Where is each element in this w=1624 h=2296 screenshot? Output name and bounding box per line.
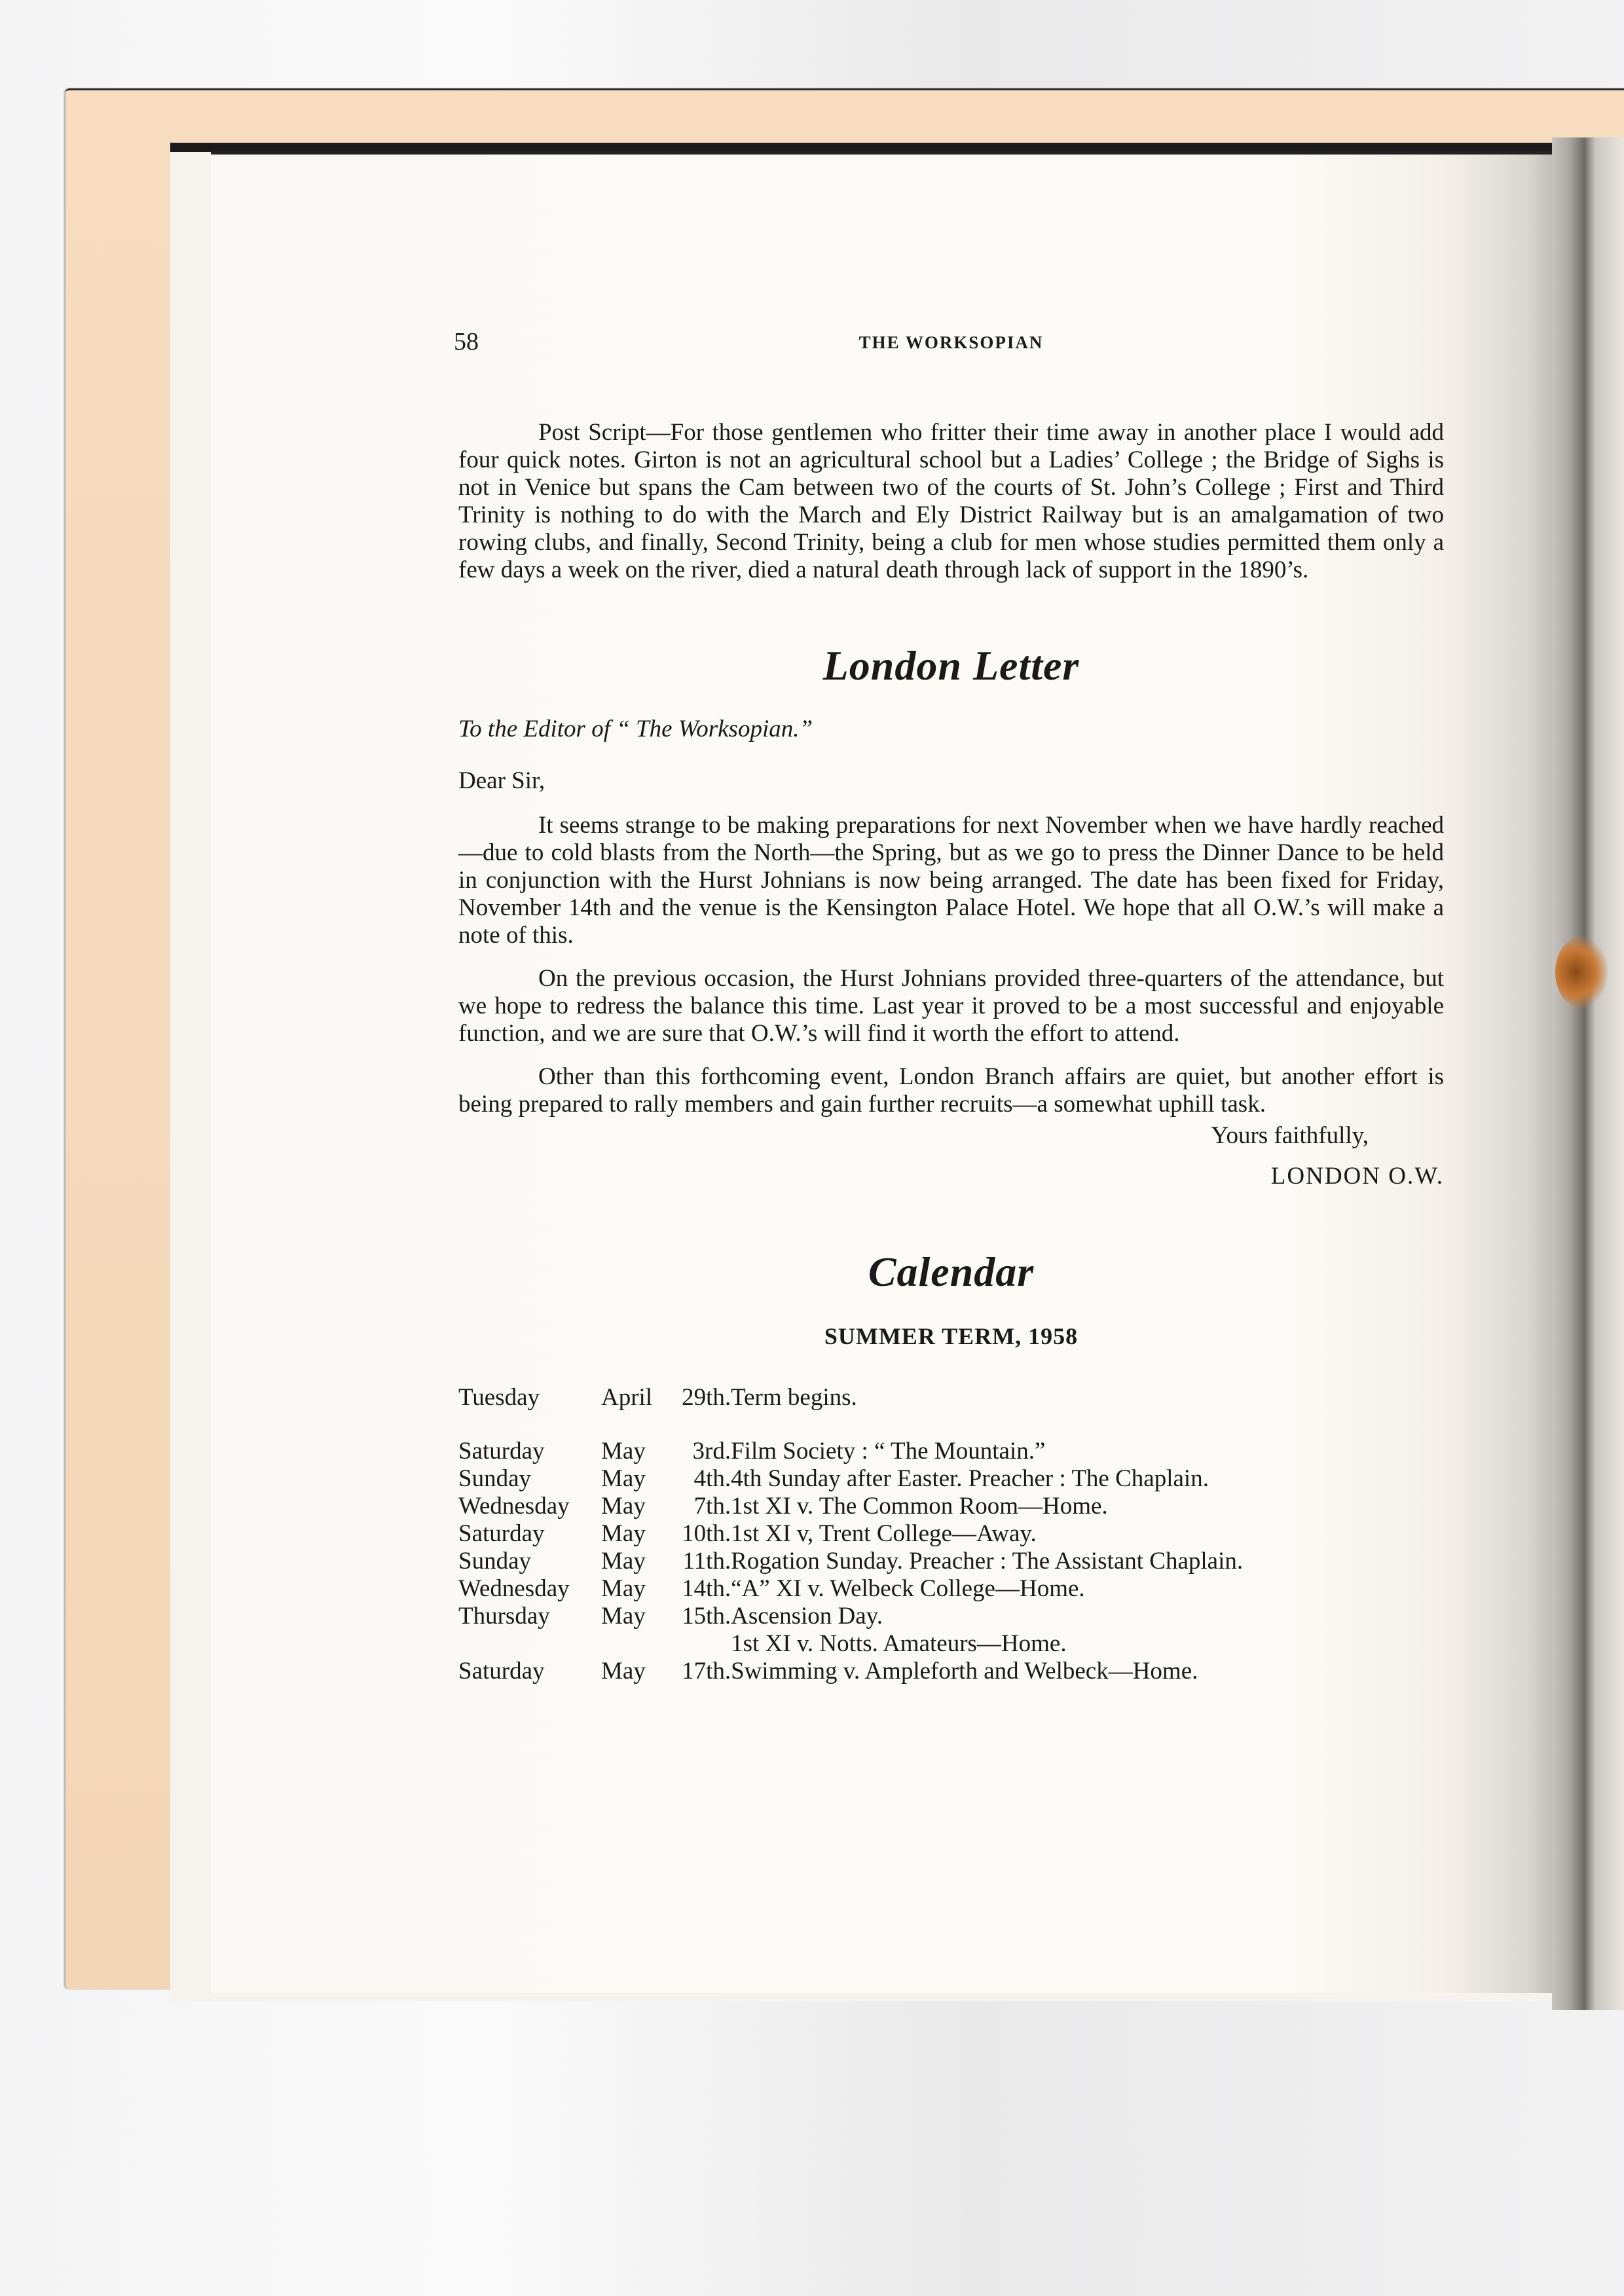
calendar-month: May [601, 1465, 646, 1492]
calendar-row [458, 1575, 1444, 1603]
calendar-row [458, 1548, 1444, 1575]
calendar-month: May [601, 1548, 646, 1575]
letter-paragraph: Other than this forthcoming event, London Branch affairs are quiet, but another effort is being prepared to rally members and gain further recruits—a somewhat uphill task. [458, 1063, 1444, 1118]
letter-paragraph: It seems strange to be making preparations for next November when we have hardly reached—due to cold blasts from the North—the Spring, but as we go to press the Dinner Dance to be held in conjunction with the Hurst Johnians is now being arranged. The date has been fixed for Friday, November 14th and the venue is the Kensington Palace Hotel. We hope that all O.W.’s will make a note of this. [458, 812, 1444, 949]
calendar-row [458, 1384, 1444, 1412]
calendar-term: SUMMER TERM, 1958 [824, 1323, 1079, 1349]
calendar-event: “A” XI v. Welbeck College—Home. [731, 1575, 1085, 1602]
post-script-paragraph: Post Script—For those gentlemen who fritter their time away in another place I would add four quick notes. Girton is not an agricultural school but a Ladies’ College ; the Bridge of Sighs is not in Venice but spans the Cam between two of the courts of St. John’s College ; First and Third Trinity is nothing to do with the March and Ely District Railway but is an amalgamation of two rowing clubs, and finally, Second Trinity, being a club for men whose studies permitted them only a few days a week on the river, died a natural death through lack of support in the 1890’s. [458, 419, 1444, 583]
letter-signoff [458, 1122, 1444, 1190]
calendar-date: 17th. [682, 1658, 731, 1685]
calendar-date [652, 1630, 731, 1658]
calendar-event: 4th Sunday after Easter. Preacher : The Chaplain. [731, 1465, 1209, 1492]
calendar-date: 15th. [682, 1603, 731, 1630]
calendar-date: 3rd. [692, 1438, 731, 1465]
page-stain [1555, 936, 1608, 1008]
calendar-event: 1st XI v. Notts. Amateurs—Home. [731, 1630, 1067, 1657]
letter-closing: Yours faithfully, [1211, 1122, 1369, 1149]
calendar-event: Ascension Day. [731, 1603, 883, 1630]
calendar-date: 10th. [682, 1520, 731, 1547]
book-gutter [1552, 137, 1624, 2010]
calendar-row [458, 1493, 1444, 1520]
calendar-entries [458, 1438, 1444, 1685]
running-title: THE WORKSOPIAN [858, 333, 1044, 352]
calendar-row [458, 1438, 1444, 1465]
calendar-day: Sunday [458, 1465, 531, 1492]
calendar-event: 1st XI v. The Common Room—Home. [731, 1493, 1108, 1520]
calendar-day: Saturday [458, 1658, 545, 1685]
letter-paragraph: On the previous occasion, the Hurst Johnians provided three-quarters of the attendance, but we hope to redress the balance this time. Last year it proved to be a most successful and enjoyable function, and we are sure that O.W.’s will find it worth the effort to attend. [458, 965, 1444, 1047]
calendar-event: Term begins. [731, 1384, 857, 1411]
calendar-day: Thursday [458, 1603, 550, 1630]
calendar-event: Swimming v. Ampleforth and Welbeck—Home. [731, 1658, 1198, 1685]
calendar-row [458, 1658, 1444, 1685]
calendar-row [458, 1520, 1444, 1548]
calendar-day: Saturday [458, 1520, 545, 1547]
calendar-month: April [601, 1384, 653, 1411]
calendar-row [458, 1465, 1444, 1493]
letter-signature: LONDON O.W. [1270, 1163, 1444, 1190]
calendar-day: Wednesday [458, 1493, 570, 1520]
calendar-row [458, 1630, 1444, 1658]
calendar-date: 11th. [682, 1548, 731, 1575]
calendar-date: 7th. [693, 1493, 731, 1520]
calendar-month: May [601, 1658, 646, 1685]
calendar-day: Saturday [458, 1438, 545, 1465]
calendar-date: 4th. [693, 1465, 731, 1492]
calendar-day [458, 1630, 601, 1658]
london-letter-title: London Letter [822, 642, 1080, 689]
calendar-spacer [458, 1412, 1444, 1438]
calendar-day: Tuesday [458, 1384, 540, 1411]
running-head [454, 327, 1444, 367]
calendar-day: Wednesday [458, 1575, 570, 1602]
calendar-month: May [601, 1575, 646, 1602]
calendar-month: May [601, 1603, 646, 1630]
calendar-table [458, 1384, 1444, 1685]
page-content [454, 327, 1444, 1685]
calendar-event: 1st XI v, Trent College—Away. [731, 1520, 1037, 1547]
calendar-row [458, 1603, 1444, 1630]
calendar-title: Calendar [868, 1248, 1035, 1295]
calendar-date: 29th. [682, 1384, 731, 1411]
page-number: 58 [454, 328, 479, 355]
calendar-event: Rogation Sunday. Preacher : The Assistant Chaplain. [731, 1548, 1244, 1575]
calendar-day: Sunday [458, 1548, 531, 1575]
calendar-month: May [601, 1438, 646, 1465]
calendar-event: Film Society : “ The Mountain.” [731, 1438, 1046, 1465]
calendar-month: May [601, 1520, 646, 1547]
letter-addressee: To the Editor of “ The Worksopian.” [458, 716, 813, 742]
calendar-month: May [601, 1493, 646, 1520]
calendar-date: 14th. [682, 1575, 731, 1602]
calendar-month [601, 1630, 652, 1658]
letter-salutation: Dear Sir, [458, 767, 545, 794]
